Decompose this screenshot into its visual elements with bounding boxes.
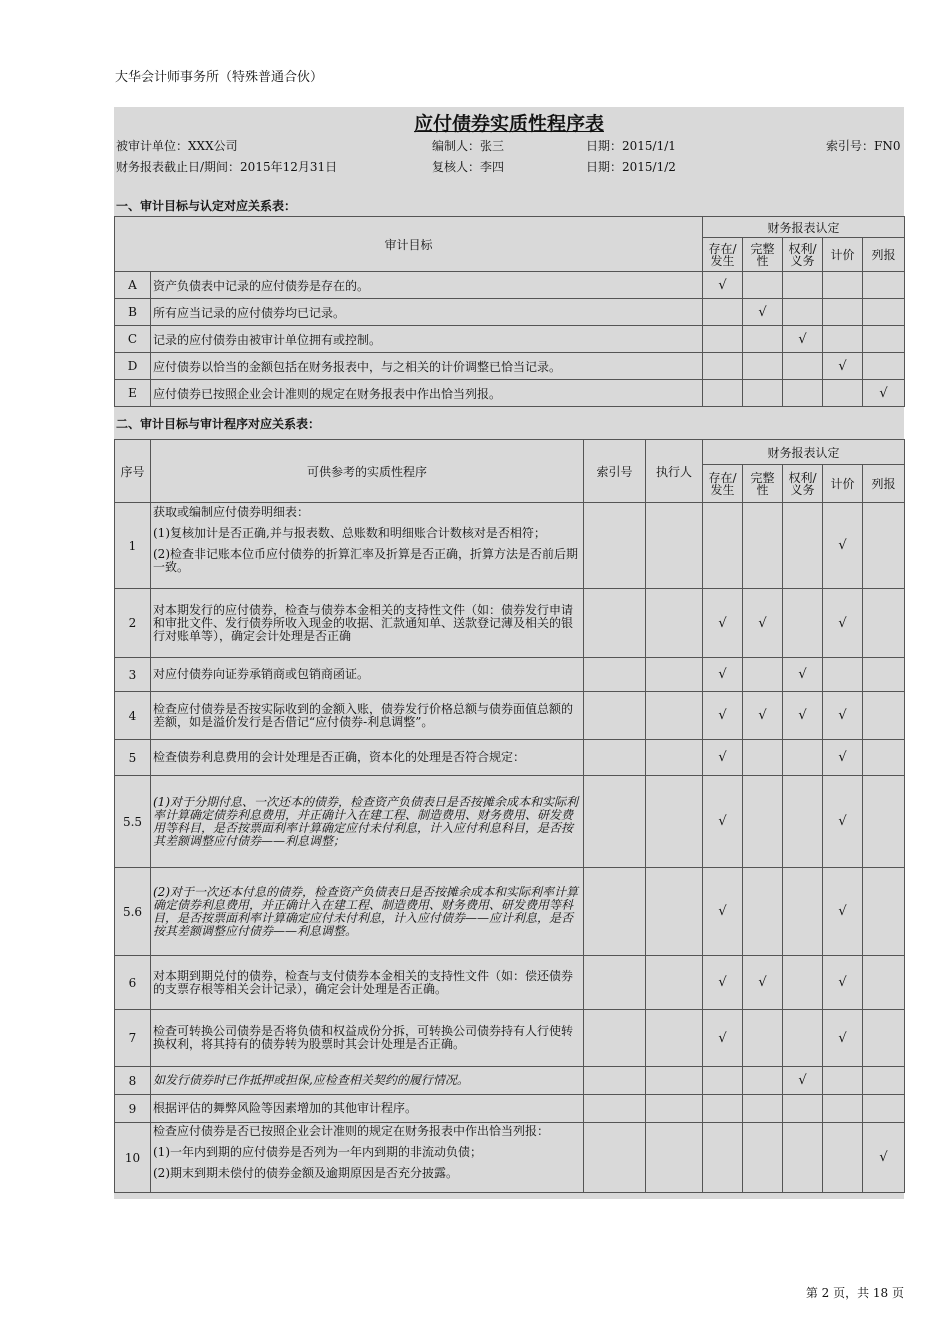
assertion-col-0: 存在/发生 xyxy=(703,465,743,503)
col-executor: 执行人 xyxy=(646,440,703,503)
procedure-text xyxy=(151,868,584,956)
check-cell xyxy=(863,868,905,956)
procedure-line: 获取或编制应付债券明细表： xyxy=(153,504,310,519)
procedure-no: 3 xyxy=(115,658,151,692)
procedure-table xyxy=(114,439,905,1193)
executor-cell xyxy=(646,1010,703,1067)
check-cell xyxy=(823,326,863,353)
col-procedure: 可供参考的实质性程序 xyxy=(151,440,584,503)
table-row xyxy=(115,868,905,956)
reviewer: 复核人：李四 xyxy=(432,160,505,174)
check-cell xyxy=(863,589,905,658)
index-number: 索引号：FN0 xyxy=(826,139,901,153)
table-row xyxy=(115,956,905,1010)
check-cell xyxy=(783,868,823,956)
procedure-no: 5.6 xyxy=(115,868,151,956)
table-row xyxy=(115,299,905,326)
procedure-no: 8 xyxy=(115,1067,151,1095)
check-cell xyxy=(783,272,823,299)
check-cell: √ xyxy=(823,740,863,776)
check-cell xyxy=(783,589,823,658)
check-cell xyxy=(703,1123,743,1193)
check-cell xyxy=(823,658,863,692)
table-row xyxy=(115,1010,905,1067)
check-cell: √ xyxy=(823,503,863,589)
procedure-text xyxy=(151,589,584,658)
index-cell xyxy=(584,868,646,956)
check-cell xyxy=(863,1010,905,1067)
index-cell xyxy=(584,589,646,658)
check-cell xyxy=(863,503,905,589)
procedure-text xyxy=(151,1095,584,1123)
check-cell xyxy=(863,692,905,740)
preparer: 编制人：张三 xyxy=(432,139,505,153)
check-cell: √ xyxy=(743,692,783,740)
check-cell: √ xyxy=(823,692,863,740)
check-cell xyxy=(863,1095,905,1123)
assertion-col-4: 列报 xyxy=(863,465,905,503)
check-cell: √ xyxy=(703,1010,743,1067)
procedure-line: (2)对于一次还本付息的债券，检查资产负债表日是否按摊余成本和实际利率计算确定债券利息费用，并正确计入在建工程、制造费用、财务费用、研发费用等科目，是否按票面利率计算确定应付未付利息，计入应付债券——应计利息，是否按其差额调整应付债券——利息调整。 xyxy=(153,884,579,938)
executor-cell xyxy=(646,868,703,956)
check-cell xyxy=(743,1095,783,1123)
check-cell: √ xyxy=(783,658,823,692)
procedure-text xyxy=(151,503,584,589)
check-cell: √ xyxy=(783,1067,823,1095)
check-cell: √ xyxy=(703,776,743,868)
assertion-col-4: 列报 xyxy=(863,238,905,272)
table-row xyxy=(115,1123,905,1193)
check-cell xyxy=(703,353,743,380)
index-cell xyxy=(584,658,646,692)
check-cell xyxy=(783,776,823,868)
procedure-text xyxy=(151,740,584,776)
index-cell xyxy=(584,740,646,776)
check-cell: √ xyxy=(743,956,783,1010)
check-cell xyxy=(783,1010,823,1067)
procedure-no: 4 xyxy=(115,692,151,740)
table-row xyxy=(115,692,905,740)
section2-heading: 二、审计目标与审计程序对应关系表： xyxy=(116,417,321,431)
procedure-no: 10 xyxy=(115,1123,151,1193)
assertion-col-0: 存在/发生 xyxy=(703,238,743,272)
check-cell xyxy=(783,503,823,589)
check-cell xyxy=(743,353,783,380)
assertion-col-2: 权利/义务 xyxy=(783,238,823,272)
check-cell: √ xyxy=(863,380,905,407)
table-row xyxy=(115,589,905,658)
executor-cell xyxy=(646,658,703,692)
index-cell xyxy=(584,956,646,1010)
check-cell: √ xyxy=(823,353,863,380)
check-cell xyxy=(863,1067,905,1095)
table-row xyxy=(115,658,905,692)
date-reviewed: 日期：2015/1/2 xyxy=(586,160,676,174)
goal-text: 应付债券以恰当的金额包括在财务报表中，与之相关的计价调整已恰当记录。 xyxy=(151,353,703,380)
check-cell: √ xyxy=(703,589,743,658)
check-cell xyxy=(863,272,905,299)
table-row xyxy=(115,326,905,353)
col-no: 序号 xyxy=(115,440,151,503)
check-cell xyxy=(703,1067,743,1095)
check-cell: √ xyxy=(823,1010,863,1067)
check-cell xyxy=(823,1123,863,1193)
check-cell xyxy=(743,776,783,868)
firm-name: 大华会计师事务所（特殊普通合伙） xyxy=(115,70,324,85)
check-cell: √ xyxy=(823,956,863,1010)
check-cell: √ xyxy=(703,740,743,776)
goal-header: 审计目标 xyxy=(115,217,703,272)
period: 财务报表截止日/期间：2015年12月31日 xyxy=(116,160,338,174)
executor-cell xyxy=(646,1067,703,1095)
check-cell xyxy=(703,299,743,326)
goal-id: E xyxy=(115,380,151,407)
check-cell xyxy=(743,1123,783,1193)
index-cell xyxy=(584,1010,646,1067)
check-cell xyxy=(863,299,905,326)
goal-id: A xyxy=(115,272,151,299)
procedure-line: 根据评估的舞弊风险等因素增加的其他审计程序。 xyxy=(153,1101,418,1115)
worksheet xyxy=(114,107,904,1199)
table-row xyxy=(115,272,905,299)
check-cell xyxy=(823,299,863,326)
check-cell: √ xyxy=(823,868,863,956)
check-cell xyxy=(863,326,905,353)
check-cell xyxy=(783,1095,823,1123)
table-row xyxy=(115,353,905,380)
check-cell xyxy=(783,299,823,326)
page-title: 应付债券实质性程序表 xyxy=(413,113,604,135)
check-cell xyxy=(703,503,743,589)
check-cell xyxy=(783,353,823,380)
procedure-line: (1)复核加计是否正确,并与报表数、总账数和明细账合计数核对是否相符； xyxy=(153,525,546,540)
procedure-line: 对本期到期兑付的债券，检查与支付债券本金相关的支持性文件（如：偿还债券的支票存根等相关会计记录），确定会计处理是否正确。 xyxy=(153,968,574,996)
date-prepared: 日期：2015/1/1 xyxy=(586,139,676,153)
procedure-line: (2)期末到期未偿付的债券金额及逾期原因是否充分披露。 xyxy=(153,1166,459,1180)
goal-id: C xyxy=(115,326,151,353)
check-cell: √ xyxy=(863,1123,905,1193)
procedure-line: 检查应付债券是否按实际收到的金额入账，债券发行价格总额与债券面值总额的差额，如是溢价发行是否借记“应付债券-利息调整”。 xyxy=(153,701,574,729)
auditee: 被审计单位：XXX公司 xyxy=(116,139,238,153)
index-cell xyxy=(584,692,646,740)
procedure-text xyxy=(151,1123,584,1193)
executor-cell xyxy=(646,1095,703,1123)
procedure-line: 对应付债券向证券承销商或包销商函证。 xyxy=(153,667,370,681)
check-cell xyxy=(703,326,743,353)
assertion-col-3: 计价 xyxy=(823,465,863,503)
check-cell: √ xyxy=(703,658,743,692)
procedure-text xyxy=(151,776,584,868)
procedure-no: 9 xyxy=(115,1095,151,1123)
check-cell xyxy=(863,658,905,692)
check-cell xyxy=(743,380,783,407)
procedure-line: (1)对于分期付息、一次还本的债券，检查资产负债表日是否按摊余成本和实际利率计算确定债券利息费用，并正确计入在建工程、制造费用、财务费用、研发费用等科目，是否按票面利率计算确定应付未付利息，计入应付利息科目，是否按其差额调整应付债券——利息调整； xyxy=(153,794,579,848)
assertion-col-3: 计价 xyxy=(823,238,863,272)
procedure-no: 5 xyxy=(115,740,151,776)
check-cell: √ xyxy=(703,272,743,299)
check-cell xyxy=(743,503,783,589)
executor-cell xyxy=(646,589,703,658)
procedure-line: (2)检查非记账本位币应付债券的折算汇率及折算是否正确，折算方法是否前后期一致。 xyxy=(153,546,579,574)
assertion-col-1: 完整性 xyxy=(743,238,783,272)
check-cell xyxy=(783,740,823,776)
assertion-header: 财务报表认定 xyxy=(703,217,905,238)
goal-text: 记录的应付债券由被审计单位拥有或控制。 xyxy=(151,326,703,353)
procedure-line: (1)一年内到期的应付债券是否列为一年内到期的非流动负债； xyxy=(153,1145,483,1159)
table-row xyxy=(115,1067,905,1095)
goal-id: D xyxy=(115,353,151,380)
procedure-line: 检查应付债券是否已按照企业会计准则的规定在财务报表中作出恰当列报： xyxy=(153,1124,550,1138)
index-cell xyxy=(584,1095,646,1123)
check-cell xyxy=(743,868,783,956)
check-cell xyxy=(863,353,905,380)
executor-cell xyxy=(646,503,703,589)
page-number: 第 2 页，共 18 页 xyxy=(805,1286,904,1300)
index-cell xyxy=(584,503,646,589)
table-row xyxy=(115,380,905,407)
check-cell xyxy=(863,740,905,776)
procedure-no: 2 xyxy=(115,589,151,658)
assertion-header-2: 财务报表认定 xyxy=(703,440,905,465)
procedure-text xyxy=(151,1010,584,1067)
procedure-no: 7 xyxy=(115,1010,151,1067)
procedure-line: 检查债券利息费用的会计处理是否正确，资本化的处理是否符合规定： xyxy=(153,750,526,764)
goal-id: B xyxy=(115,299,151,326)
check-cell xyxy=(743,272,783,299)
executor-cell xyxy=(646,956,703,1010)
check-cell xyxy=(863,956,905,1010)
check-cell: √ xyxy=(823,776,863,868)
goal-text: 应付债券已按照企业会计准则的规定在财务报表中作出恰当列报。 xyxy=(151,380,703,407)
objective-assertion-table xyxy=(114,216,905,407)
executor-cell xyxy=(646,692,703,740)
procedure-line: 检查可转换公司债券是否将负债和权益成份分拆，可转换公司债券持有人行使转换权利，将其持有的债券转为股票时其会计处理是否正确。 xyxy=(153,1024,574,1051)
check-cell: √ xyxy=(823,589,863,658)
index-cell xyxy=(584,1123,646,1193)
check-cell: √ xyxy=(703,692,743,740)
check-cell xyxy=(823,272,863,299)
goal-text: 所有应当记录的应付债券均已记录。 xyxy=(151,299,703,326)
procedure-text xyxy=(151,658,584,692)
check-cell xyxy=(863,776,905,868)
check-cell xyxy=(743,740,783,776)
check-cell: √ xyxy=(703,956,743,1010)
table-row xyxy=(115,740,905,776)
table-row xyxy=(115,503,905,589)
check-cell xyxy=(703,380,743,407)
procedure-line: 对本期发行的应付债券，检查与债券本金相关的支持性文件（如：债券发行申请和审批文件、发行债券所收入现金的收据、汇款通知单、送款登记薄及相关的银行对账单等），确定会计处理是否正确 xyxy=(153,602,574,643)
check-cell: √ xyxy=(703,868,743,956)
goal-text: 资产负债表中记录的应付债券是存在的。 xyxy=(151,272,703,299)
procedure-text xyxy=(151,956,584,1010)
table-row xyxy=(115,776,905,868)
procedure-no: 6 xyxy=(115,956,151,1010)
procedure-text xyxy=(151,1067,584,1095)
check-cell: √ xyxy=(783,692,823,740)
check-cell xyxy=(823,1095,863,1123)
procedure-text xyxy=(151,692,584,740)
executor-cell xyxy=(646,1123,703,1193)
check-cell xyxy=(823,380,863,407)
procedure-no: 5.5 xyxy=(115,776,151,868)
check-cell xyxy=(743,1010,783,1067)
executor-cell xyxy=(646,740,703,776)
check-cell: √ xyxy=(783,326,823,353)
check-cell xyxy=(743,1067,783,1095)
index-cell xyxy=(584,1067,646,1095)
section1-heading: 一、审计目标与认定对应关系表： xyxy=(116,199,297,213)
check-cell: √ xyxy=(743,589,783,658)
check-cell xyxy=(743,326,783,353)
check-cell xyxy=(783,380,823,407)
check-cell xyxy=(823,1067,863,1095)
procedure-no: 1 xyxy=(115,503,151,589)
assertion-col-2: 权利/义务 xyxy=(783,465,823,503)
check-cell xyxy=(783,1123,823,1193)
check-cell xyxy=(783,956,823,1010)
check-cell: √ xyxy=(743,299,783,326)
procedure-line: 如发行债券时已作抵押或担保,应检查相关契约的履行情况。 xyxy=(153,1073,469,1087)
check-cell xyxy=(703,1095,743,1123)
check-cell xyxy=(743,658,783,692)
executor-cell xyxy=(646,776,703,868)
assertion-col-1: 完整性 xyxy=(743,465,783,503)
index-cell xyxy=(584,776,646,868)
table-row xyxy=(115,1095,905,1123)
col-index: 索引号 xyxy=(584,440,646,503)
